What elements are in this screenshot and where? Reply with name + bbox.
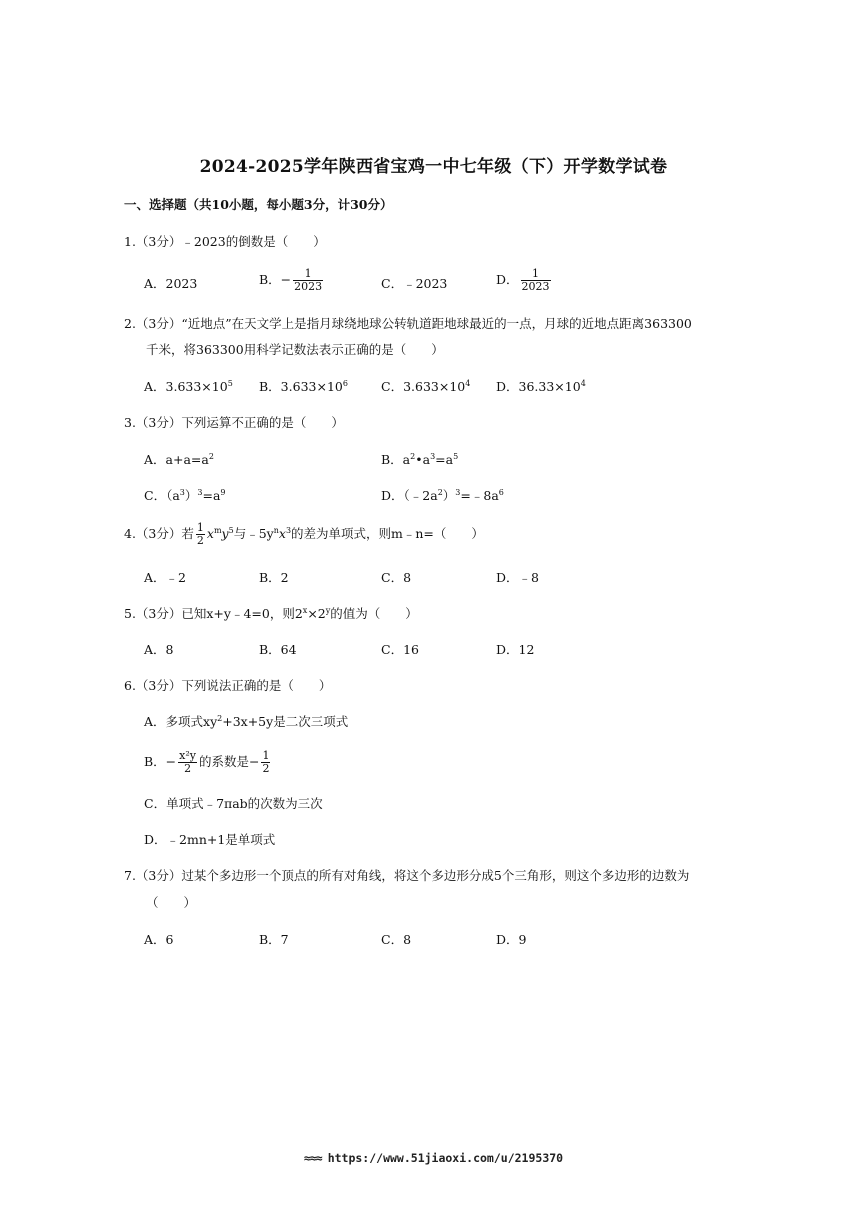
section-heading-choice: 一、选择题（共10小题，每小题3分，计30分） bbox=[124, 197, 393, 212]
question-4-option-b: B．2 bbox=[259, 570, 289, 585]
watermark-marks: ≈≈≈ bbox=[303, 1151, 322, 1165]
question-2-option-d: D．$36.33\times 10^4$ bbox=[496, 379, 586, 394]
question-1-option-d: D． $\frac{1}{2023}$ bbox=[496, 267, 550, 293]
question-7-option-d: D．9 bbox=[496, 932, 527, 947]
question-1-option-c: C．﹣2023 bbox=[381, 276, 448, 291]
question-7-option-c: C．8 bbox=[381, 932, 412, 947]
question-7-option-b: B．7 bbox=[259, 932, 289, 947]
question-7-stem-line1: 7.（3分）过某个多边形一个顶点的所有对角线，将这个多边形分成5个三角形，则这个多边形的边数为 bbox=[124, 868, 690, 883]
question-4-option-d: D．﹣8 bbox=[496, 570, 539, 585]
question-6-option-c: C．单项式﹣7πab的次数为三次 bbox=[144, 796, 323, 811]
question-4-stem: 4.（3分）若 $\frac{1}{2}$ $x^my^5$与$﹣5y^nx^3$的差为单项式，则m﹣n=（ ） bbox=[124, 521, 484, 547]
question-6-option-b: B．− $\frac{\text{x²y}}{2}$ 的系数是− $\frac{1}{2}$ bbox=[144, 749, 270, 775]
question-2-option-c: C．$3.633\times 10^4$ bbox=[381, 379, 471, 394]
fraction: $\frac{1}{2023}$ bbox=[294, 267, 323, 293]
page-title: 2024-2025学年陕西省宝鸡一中七年级（下）开学数学试卷 bbox=[199, 157, 668, 177]
question-4-option-c: C．8 bbox=[381, 570, 412, 585]
fraction: $\frac{1}{2}$ bbox=[262, 749, 270, 775]
question-1-option-a: A．2023 bbox=[144, 276, 198, 291]
question-2-option-b: B．$3.633\times 10^6$ bbox=[259, 379, 348, 394]
question-5-option-b: B．64 bbox=[259, 642, 297, 657]
question-5-stem: 5.（3分）已知x+y﹣4=0，则$2^x\times 2^y$的值为（ ） bbox=[124, 606, 418, 621]
question-5-option-a: A．8 bbox=[144, 642, 174, 657]
question-7-option-a: A．6 bbox=[144, 932, 174, 947]
question-1-stem: 1.（3分）﹣2023的倒数是（ ） bbox=[124, 234, 326, 249]
question-3-option-a: A．$a+a=a^2$ bbox=[144, 452, 214, 467]
question-4-option-a: A．﹣2 bbox=[144, 570, 186, 585]
question-6-option-d: D．﹣2mn+1是单项式 bbox=[144, 832, 276, 847]
question-6-stem: 6.（3分）下列说法正确的是（ ） bbox=[124, 678, 332, 693]
fraction: $\frac{1}{2023}$ bbox=[521, 267, 550, 293]
question-3-option-b: B．$a^2•a^3=a^5$ bbox=[381, 452, 459, 467]
question-3-option-d: D．$(﹣2a^2)^3=﹣8a^6$ bbox=[381, 488, 504, 503]
question-2-stem-line1: 2.（3分）“近地点”在天文学上是指月球绕地球公转轨道距地球最近的一点，月球的近地点距离363300 bbox=[124, 316, 692, 331]
question-1-option-b: B．− $\frac{1}{2023}$ bbox=[259, 267, 323, 293]
question-3-stem: 3.（3分）下列运算不正确的是（ ） bbox=[124, 415, 344, 430]
fraction: $\frac{1}{2}$ bbox=[196, 521, 204, 547]
fraction: $\frac{\text{x²y}}{2}$ bbox=[179, 749, 196, 775]
question-6-option-a: A．多项式$xy^2+3x+5y$是二次三项式 bbox=[144, 714, 349, 729]
question-5-option-d: D．12 bbox=[496, 642, 535, 657]
footer-url[interactable]: https://www.51jiaoxi.com/u/2195370 bbox=[327, 1151, 564, 1165]
footer-watermark bbox=[0, 1151, 867, 1165]
question-7-stem-line2: （ ） bbox=[146, 895, 197, 910]
question-2-stem-line2: 千米，将363300用科学记数法表示正确的是（ ） bbox=[146, 342, 444, 357]
question-5-option-c: C．16 bbox=[381, 642, 419, 657]
question-3-option-c: C．$(a^3)^3=a^9$ bbox=[144, 488, 226, 503]
question-2-option-a: A．$3.633\times 10^5$ bbox=[144, 379, 233, 394]
